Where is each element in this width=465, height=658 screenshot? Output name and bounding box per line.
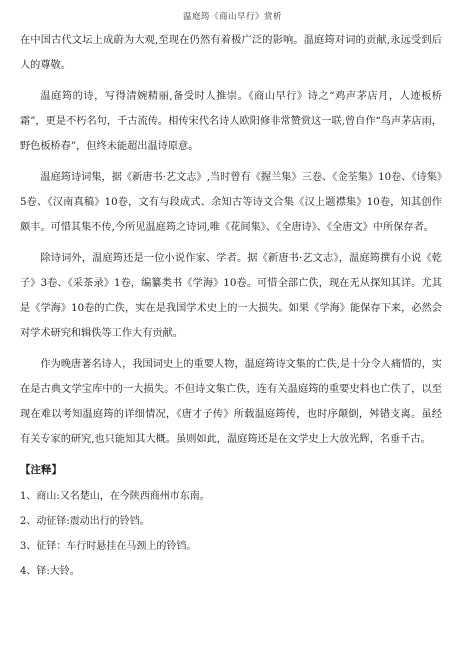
note-item-1: 1、商山:又名楚山，在今陕西商州市东南。 (20, 491, 210, 502)
paragraph-intro: 在中国古代文坛上成蔚为大观,至现在仍然有着极广泛的影响。温庭筠对词的贡献,永远受到后人的尊敬。 (20, 35, 442, 71)
note-item-4: 4、铎:大铃。 (20, 566, 80, 577)
paragraph-poetry: 温庭筠的诗，写得清婉精丽,备受时人推崇。《商山早行》诗之“鸡声茅店月，人迹板桥霜”，更是不朽名句，千古流传。相传宋代名诗人欧阳修非常赞赏这一联,曾自作“鸟声茅店雨，野色板桥春”，但终未能超出温诗原意。 (20, 91, 442, 152)
note-item-2: 2、动征铎:震动出行的铃铛。 (20, 516, 150, 527)
notes-heading: 【注释】 (20, 464, 62, 476)
note-item-3: 3、征铎：车行时悬挂在马颈上的铃铛。 (20, 541, 197, 552)
document-body (20, 28, 442, 584)
paragraph-legacy: 作为晚唐著名诗人，我国词史上的重要人物，温庭筠诗文集的亡佚,是十分令人痛惜的，实在是古典文学宝库中的一大损失。不但诗文集亡佚，连有关温庭筠的重要史料也亡佚了，以至现在难以考知温庭筠的详细情况，《唐才子传》所载温庭筠传，也时序颠倒，舛错支离。虽经有关专家的研究,也只能知其大概。虽则如此，温庭筠还是在文学史上大放光辉，名垂千古。 (20, 359, 442, 445)
page-header-title: 温庭筠《商山早行》赏析 (182, 12, 282, 22)
paragraph-novelist: 除诗词外，温庭筠还是一位小说作家、学者。据《新唐书·艺文志》，温庭筠撰有小说《乾 子》3卷、《采茶录》1卷，编纂类书《学海》10卷。可惜全部亡佚，现在无从探知其详。尤其是《学海》10卷的亡佚，实在是我国学术史上的一大损失。如果《学海》能保存下来，必然会对学术研究和辑佚等工作大有贡献。 (20, 253, 442, 339)
paragraph-collections: 温庭筠诗词集，据《新唐书·艺文志》,当时曾有《握兰集》三卷、《金荃集》10卷、《诗集》5卷、《汉南真稿》10卷，文有与段成式、余知古等诗文合集《汉上题襟集》10卷，知其创作颇丰。可惜其集不传,今所见温庭筠之诗词,唯《花间集》、《全唐诗》、《全唐文》中所保存者。 (20, 172, 442, 233)
